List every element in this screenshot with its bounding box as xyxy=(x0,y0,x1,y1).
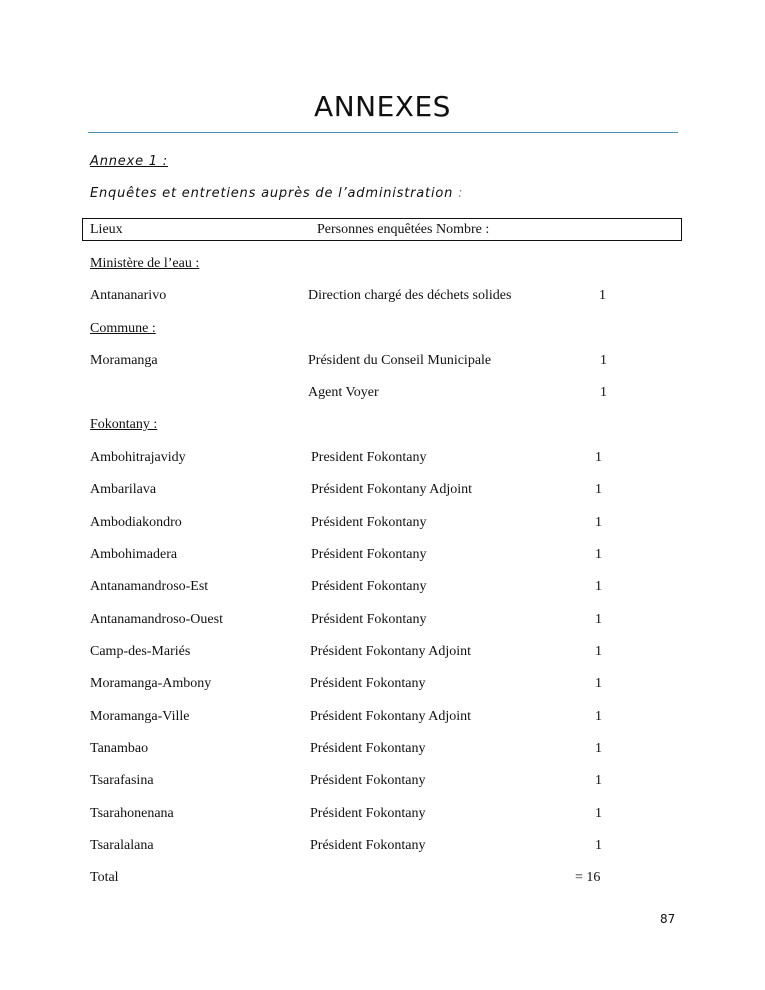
cell-lieu: Antanamandroso-Est xyxy=(90,579,209,594)
cell-personne: Président Fokontany xyxy=(311,515,427,530)
cell-personne: Président Fokontany Adjoint xyxy=(310,644,471,659)
table-row xyxy=(0,676,765,696)
table-header xyxy=(82,218,682,241)
table-row xyxy=(0,838,765,858)
cell-lieu: Tsarahonenana xyxy=(90,806,174,821)
cell-lieu: Moramanga-Ville xyxy=(90,709,190,724)
cell-lieu: Tanambao xyxy=(90,741,149,756)
cell-lieu: Ambodiakondro xyxy=(90,515,182,530)
cell-nombre: 1 xyxy=(595,838,602,853)
subtitle-colon: : xyxy=(458,186,464,201)
cell-nombre: 1 xyxy=(595,547,602,562)
cell-personne: Président Fokontany xyxy=(310,806,426,821)
cell-lieu: Moramanga-Ambony xyxy=(90,676,212,691)
cell-personne: Direction chargé des déchets solides xyxy=(308,288,512,303)
cell-lieu: Tsaralalana xyxy=(90,838,154,853)
cell-personne: Président Fokontany Adjoint xyxy=(311,482,472,497)
page-title: ANNEXES xyxy=(314,90,451,123)
annexe-label: Annexe 1 : xyxy=(90,154,168,169)
cell-lieu: Tsarafasina xyxy=(90,773,154,788)
cell-personne: President Fokontany xyxy=(311,450,427,465)
cell-personne: Président Fokontany xyxy=(311,612,427,627)
cell-nombre: 1 xyxy=(595,579,602,594)
total-label: Total xyxy=(90,870,119,885)
cell-personne: Président Fokontany xyxy=(310,773,426,788)
table-row xyxy=(0,806,765,826)
table-row xyxy=(0,709,765,729)
cell-lieu: Camp-des-Mariés xyxy=(90,644,191,659)
total-value: = 16 xyxy=(575,870,601,885)
table-row xyxy=(0,482,765,502)
cell-lieu: Antanamandroso-Ouest xyxy=(90,612,223,627)
cell-nombre: 1 xyxy=(595,612,602,627)
cell-lieu: Ambohimadera xyxy=(90,547,178,562)
cell-nombre: 1 xyxy=(600,385,607,400)
table-row xyxy=(0,741,765,761)
cell-personne: Président Fokontany xyxy=(311,547,427,562)
table-row xyxy=(0,773,765,793)
cell-nombre: 1 xyxy=(595,741,602,756)
cell-nombre: 1 xyxy=(600,353,607,368)
cell-nombre: 1 xyxy=(595,709,602,724)
section-label: Fokontany : xyxy=(90,417,158,432)
header-col-personnes: Personnes enquêtées Nombre : xyxy=(317,222,490,237)
cell-nombre: 1 xyxy=(595,773,602,788)
cell-nombre: 1 xyxy=(595,644,602,659)
cell-lieu: Ambohitrajavidy xyxy=(90,450,186,465)
cell-personne: Président Fokontany xyxy=(311,579,427,594)
section-heading-fokontany xyxy=(0,417,765,437)
cell-nombre: 1 xyxy=(595,482,602,497)
section-heading-commune xyxy=(0,321,765,341)
cell-personne: Président Fokontany xyxy=(310,838,426,853)
cell-personne: Président du Conseil Municipale xyxy=(308,353,492,368)
table-row xyxy=(0,644,765,664)
cell-lieu: Moramanga xyxy=(90,353,158,368)
table-row xyxy=(0,547,765,567)
annexe-subtitle xyxy=(90,186,463,201)
cell-personne: Agent Voyer xyxy=(308,385,379,400)
header-col-lieux: Lieux xyxy=(90,222,123,237)
section-label: Ministère de l’eau : xyxy=(90,256,200,271)
page-number: 87 xyxy=(660,912,676,926)
table-row xyxy=(0,353,765,373)
cell-nombre: 1 xyxy=(595,515,602,530)
cell-nombre: 1 xyxy=(595,806,602,821)
title-rule xyxy=(88,132,678,133)
table-row xyxy=(0,385,765,405)
cell-nombre: 1 xyxy=(595,676,602,691)
cell-personne: Président Fokontany xyxy=(310,676,426,691)
cell-lieu: Antananarivo xyxy=(90,288,167,303)
table-row xyxy=(0,612,765,632)
cell-personne: Président Fokontany xyxy=(310,741,426,756)
cell-nombre: 1 xyxy=(599,288,606,303)
cell-personne: Président Fokontany Adjoint xyxy=(310,709,471,724)
section-heading-ministere xyxy=(0,256,765,276)
section-label: Commune : xyxy=(90,321,156,336)
cell-nombre: 1 xyxy=(595,450,602,465)
subtitle-text: Enquêtes et entretiens auprès de l’administration xyxy=(90,186,454,201)
table-row xyxy=(0,450,765,470)
table-row xyxy=(0,579,765,599)
table-row xyxy=(0,288,765,308)
table-row xyxy=(0,515,765,535)
total-row xyxy=(0,870,765,890)
cell-lieu: Ambarilava xyxy=(90,482,157,497)
